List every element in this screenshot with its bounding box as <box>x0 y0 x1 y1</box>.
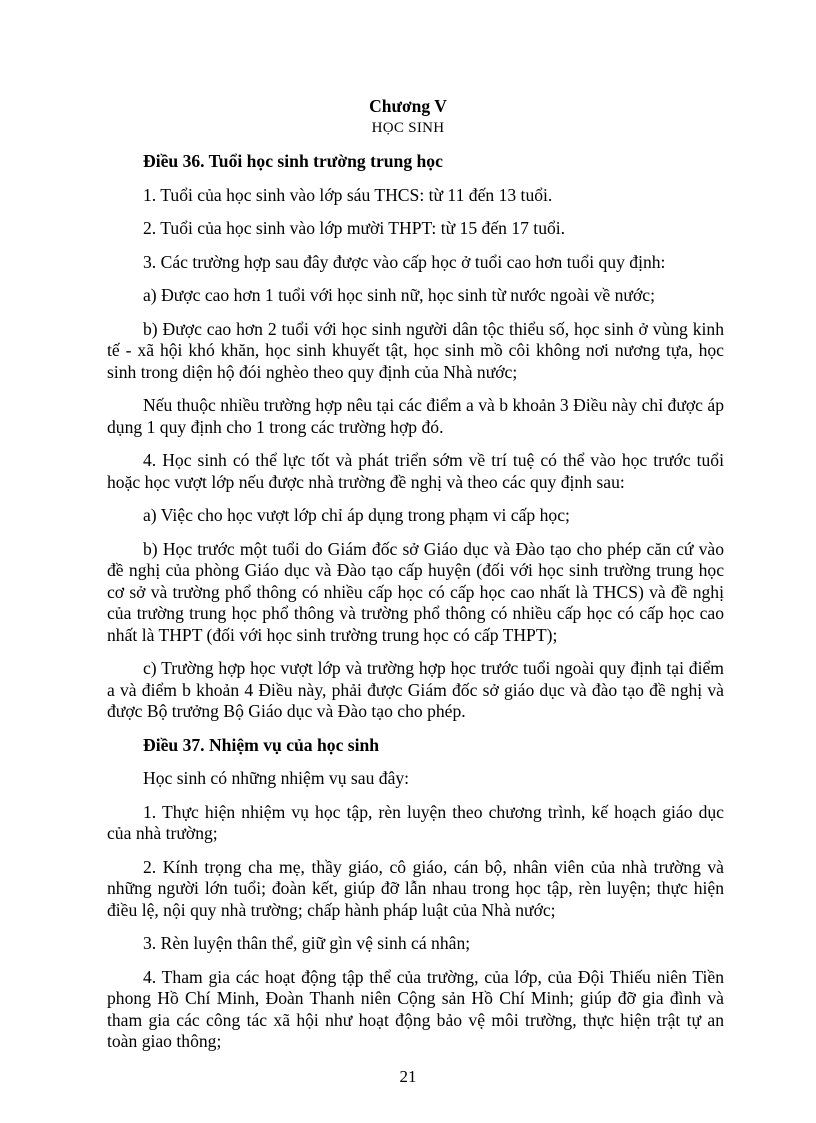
paragraph: Nếu thuộc nhiều trường hợp nêu tại các điểm a và b khoản 3 Điều này chỉ được áp dụng 1 quy định cho 1 trong các trường hợp đó. <box>107 395 724 437</box>
paragraph: Học sinh có những nhiệm vụ sau đây: <box>143 768 410 788</box>
paragraph: a) Được cao hơn 1 tuổi với học sinh nữ, học sinh từ nước ngoài về nước; <box>143 285 655 305</box>
article-37-heading: Điều 37. Nhiệm vụ của học sinh <box>143 734 380 755</box>
paragraph: 1. Tuổi của học sinh vào lớp sáu THCS: từ 11 đến 13 tuổi. <box>143 184 553 205</box>
chapter-title: Chương V <box>369 96 447 116</box>
paragraph: a) Việc cho học vượt lớp chỉ áp dụng trong phạm vi cấp học; <box>143 505 570 525</box>
paragraph: c) Trường hợp học vượt lớp và trường hợp học trước tuổi ngoài quy định tại điểm a và điểm b khoản 4 Điều này, phải được Giám đốc sở giáo dục và đào tạo đề nghị và được Bộ trưởng Bộ Giáo dục và Đào tạo cho phép. <box>107 658 724 721</box>
paragraph: b) Được cao hơn 2 tuổi với học sinh người dân tộc thiểu số, học sinh ở vùng kinh tế - xã hội khó khăn, học sinh khuyết tật, học sinh mồ côi không nơi nương tựa, học sinh trong diện hộ đói nghèo theo quy định của Nhà nước; <box>107 318 724 382</box>
paragraph: 3. Rèn luyện thân thể, giữ gìn vệ sinh cá nhân; <box>143 933 471 953</box>
paragraph: 4. Tham gia các hoạt động tập thể của trường, của lớp, của Đội Thiếu niên Tiền phong Hồ Chí Minh, Đoàn Thanh niên Cộng sản Hồ Chí Minh; giúp đỡ gia đình và tham gia các công tác xã hội như hoạt động bảo vệ môi trường, thực hiện trật tự an toàn giao thông; <box>107 966 724 1051</box>
paragraph: 4. Học sinh có thể lực tốt và phát triển sớm về trí tuệ có thể vào học trước tuổi hoặc học vượt lớp nếu được nhà trường đề nghị và theo các quy định sau: <box>107 450 724 492</box>
chapter-subtitle: HỌC SINH <box>371 120 445 136</box>
paragraph: 2. Kính trọng cha mẹ, thầy giáo, cô giáo, cán bộ, nhân viên của nhà trường và những người lớn tuổi; đoàn kết, giúp đỡ lẫn nhau trong học tập, rèn luyện; thực hiện điều lệ, nội quy nhà trường; chấp hành pháp luật của Nhà nước; <box>107 856 724 920</box>
paragraph: 2. Tuổi của học sinh vào lớp mười THPT: từ 15 đến 17 tuổi. <box>143 218 566 238</box>
paragraph: 3. Các trường hợp sau đây được vào cấp học ở tuổi cao hơn tuổi quy định: <box>143 251 666 272</box>
document-body <box>107 151 724 1065</box>
paragraph: b) Học trước một tuổi do Giám đốc sở Giáo dục và Đào tạo cho phép căn cứ vào đề nghị của phòng Giáo dục và Đào tạo cấp huyện (đối với học sinh trường trung học cơ sở và trường phổ thông có nhiều cấp học có cấp học cao nhất là THCS) và đề nghị của trường trung học phổ thông và trường phổ thông có nhiều cấp học có cấp học cao nhất là THPT (đối với học sinh trường trung học có cấp THPT); <box>107 538 724 645</box>
paragraph: 1. Thực hiện nhiệm vụ học tập, rèn luyện theo chương trình, kế hoạch giáo dục của nhà trường; <box>107 801 724 843</box>
article-36-heading: Điều 36. Tuổi học sinh trường trung học <box>143 151 443 171</box>
page-number: 21 <box>399 1067 417 1086</box>
